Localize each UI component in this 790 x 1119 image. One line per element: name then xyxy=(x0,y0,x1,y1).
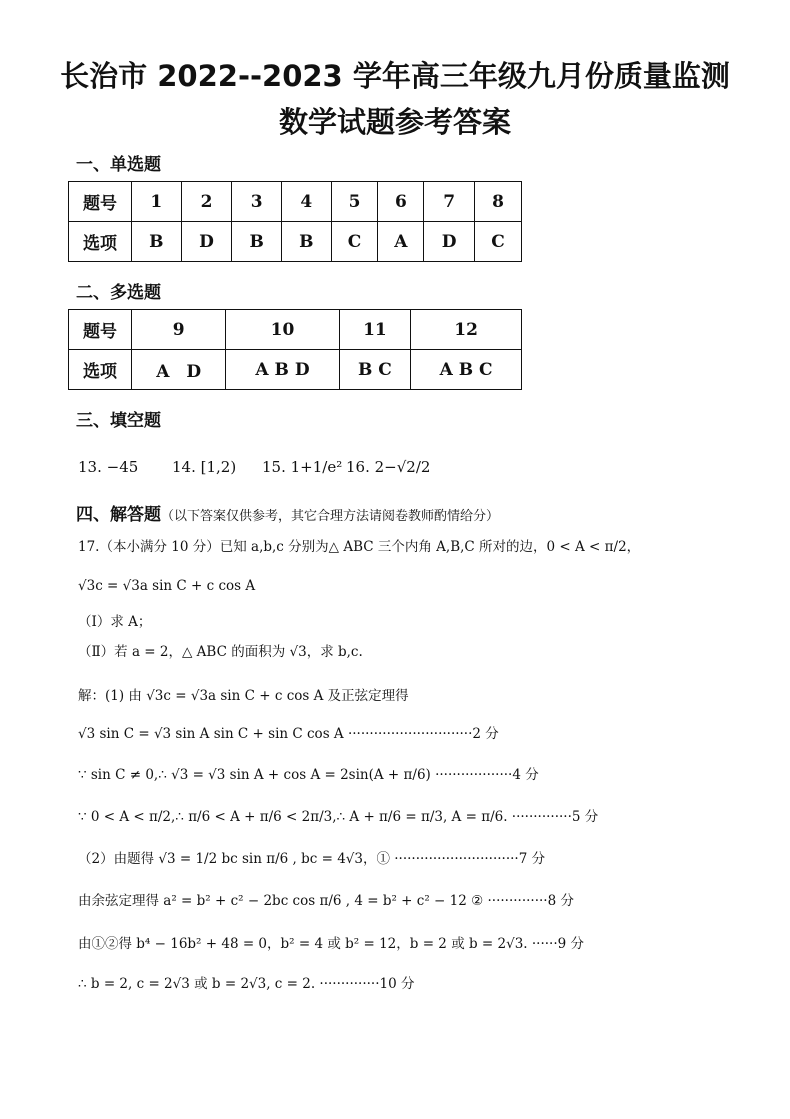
cell-number: 8 xyxy=(475,182,522,222)
row-label: 选项 xyxy=(69,222,132,262)
answer-row xyxy=(69,350,522,390)
solution-line-5: （2）由题得 √3 = 1/2 bc sin π/6 , bc = 4√3，① ·····························7 分 xyxy=(78,851,546,867)
solution-line-3: ∵ sin C ≠ 0,∴ √3 = √3 sin A + cos A = 2sin(A + π/6) ··················4 分 xyxy=(78,767,539,783)
single-choice-table xyxy=(68,181,522,262)
cell-number: 6 xyxy=(378,182,424,222)
section4-heading-row xyxy=(76,500,499,525)
cell-number: 5 xyxy=(331,182,378,222)
solution-line-2: √3 sin C = √3 sin A sin C + sin C cos A ·····························2 分 xyxy=(78,726,499,742)
solution-line-4: ∵ 0 < A < π/2,∴ π/6 < A + π/6 < 2π/3,∴ A + π/6 = π/3, A = π/6. ··············5 分 xyxy=(78,809,599,825)
cell-answer: B xyxy=(281,222,331,262)
number-row xyxy=(69,182,522,222)
row-label: 题号 xyxy=(69,182,132,222)
section2-heading: 二、多选题 xyxy=(76,283,161,303)
q16-answer: 2−√2/2 xyxy=(374,458,431,476)
row-label: 选项 xyxy=(69,350,132,390)
q17-part2: （Ⅱ）若 a = 2，△ ABC 的面积为 √3，求 b,c. xyxy=(78,644,363,660)
row-label: 题号 xyxy=(69,310,132,350)
solution-line-6: 由余弦定理得 a² = b² + c² − 2bc cos π/6 , 4 = b² + c² − 12 ② ··············8 分 xyxy=(78,893,574,909)
q15-label: 15. xyxy=(262,458,286,476)
cell-answer: A B C xyxy=(411,350,522,390)
cell-answer: B C xyxy=(339,350,411,390)
cell-answer: C xyxy=(475,222,522,262)
cell-answer: B xyxy=(132,222,182,262)
cell-number: 2 xyxy=(181,182,232,222)
q14-answer: [1,2) xyxy=(200,458,237,476)
cell-number: 9 xyxy=(132,310,226,350)
cell-answer: C xyxy=(331,222,378,262)
solution-line-1: 解：(1) 由 √3c = √3a sin C + c cos A 及正弦定理得 xyxy=(78,688,409,704)
solution-line-7: 由①②得 b⁴ − 16b² + 48 = 0，b² = 4 或 b² = 12，b = 2 或 b = 2√3. ······9 分 xyxy=(78,936,585,952)
fill-q15 xyxy=(262,458,342,476)
section4-note: （以下答案仅供参考，其它合理方法请阅卷教师酌情给分） xyxy=(161,509,500,524)
q16-label: 16. xyxy=(346,458,370,476)
q13-answer: −45 xyxy=(106,458,139,476)
cell-number: 10 xyxy=(226,310,339,350)
solution-line-8: ∴ b = 2, c = 2√3 或 b = 2√3, c = 2. ··············10 分 xyxy=(78,976,415,992)
cell-answer: B xyxy=(232,222,282,262)
fill-q13 xyxy=(78,458,138,476)
cell-number: 1 xyxy=(132,182,182,222)
answer-row xyxy=(69,222,522,262)
section4-heading: 四、解答题 xyxy=(76,505,161,525)
cell-number: 3 xyxy=(232,182,282,222)
title-line2: 数学试题参考答案 xyxy=(278,105,511,139)
q17-part1: （Ⅰ）求 A； xyxy=(78,614,152,630)
multi-choice-table xyxy=(68,309,522,390)
cell-answer: D xyxy=(424,222,475,262)
cell-number: 12 xyxy=(411,310,522,350)
cell-answer: D xyxy=(181,222,232,262)
q13-label: 13. xyxy=(78,458,102,476)
title-line1: 长治市 2022--2023 学年高三年级九月份质量监测 xyxy=(60,59,730,93)
cell-number: 11 xyxy=(339,310,411,350)
cell-answer: A D xyxy=(132,350,226,390)
q17-equation: √3c = √3a sin C + c cos A xyxy=(78,578,256,594)
fill-q16 xyxy=(346,458,430,476)
cell-answer: A B D xyxy=(226,350,339,390)
q15-answer: 1+1/e² xyxy=(290,458,343,476)
section3-heading: 三、填空题 xyxy=(76,411,161,431)
fill-q14 xyxy=(172,458,236,476)
cell-answer: A xyxy=(378,222,424,262)
q17-stem: 17.（本小满分 10 分）已知 a,b,c 分别为△ ABC 三个内角 A,B,C 所对的边，0 < A < π/2， xyxy=(78,539,641,555)
number-row xyxy=(69,310,522,350)
q14-label: 14. xyxy=(172,458,196,476)
section1-heading: 一、单选题 xyxy=(76,155,161,175)
cell-number: 7 xyxy=(424,182,475,222)
cell-number: 4 xyxy=(281,182,331,222)
